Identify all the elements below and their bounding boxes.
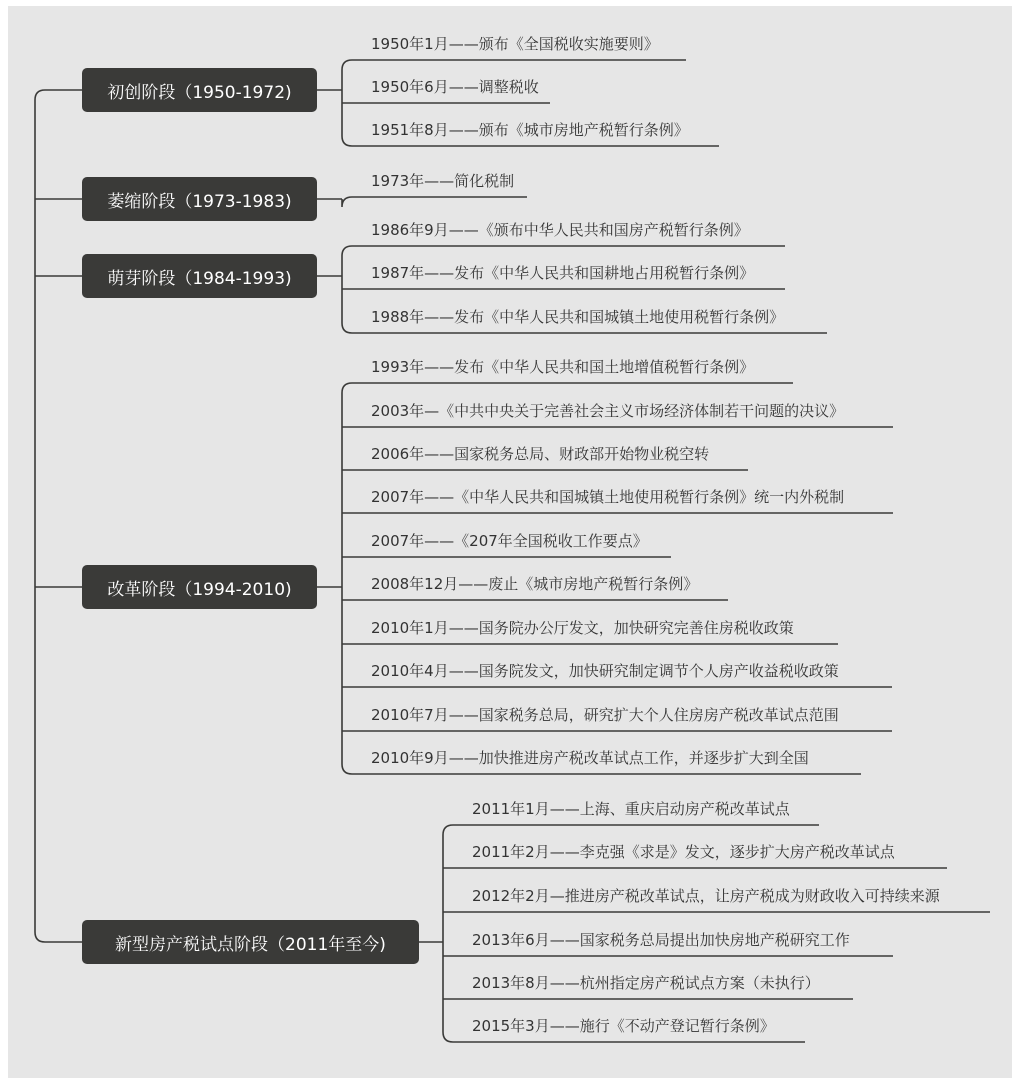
event-item: 1987年——发布《中华人民共和国耕地占用税暂行条例》 bbox=[371, 264, 755, 282]
event-item: 2012年2月—推进房产税改革试点，让房产税成为财政收入可持续来源 bbox=[472, 887, 940, 905]
event-item: 2010年9月——加快推进房产税改革试点工作，并逐步扩大到全国 bbox=[371, 749, 809, 767]
stage-node: 新型房产税试点阶段（2011年至今) bbox=[82, 920, 419, 964]
event-item: 1986年9月——《颁布中华人民共和国房产税暂行条例》 bbox=[371, 221, 749, 239]
event-item: 1973年——简化税制 bbox=[371, 172, 515, 190]
event-item: 2008年12月——废止《城市房地产税暂行条例》 bbox=[371, 575, 699, 593]
stage-node: 初创阶段（1950-1972) bbox=[82, 68, 317, 112]
event-underline bbox=[342, 246, 785, 256]
stage-node: 萌芽阶段（1984-1993) bbox=[82, 254, 317, 298]
event-item: 2007年——《中华人民共和国城镇土地使用税暂行条例》统一内外税制 bbox=[371, 488, 845, 506]
event-underline bbox=[342, 60, 686, 70]
event-item: 1950年6月——调整税收 bbox=[371, 78, 539, 96]
stage-node: 改革阶段（1994-2010) bbox=[82, 565, 317, 609]
event-item: 1950年1月——颁布《全国税收实施要则》 bbox=[371, 35, 659, 53]
event-item: 2006年——国家税务总局、财政部开始物业税空转 bbox=[371, 445, 710, 463]
event-underline bbox=[342, 383, 793, 393]
event-item: 2011年1月——上海、重庆启动房产税改革试点 bbox=[472, 800, 790, 818]
event-item: 1988年——发布《中华人民共和国城镇土地使用税暂行条例》 bbox=[371, 308, 785, 326]
event-item: 1993年——发布《中华人民共和国土地增值税暂行条例》 bbox=[371, 358, 755, 376]
event-underline bbox=[443, 825, 819, 835]
event-item: 2010年1月——国务院办公厅发文，加快研究完善住房税收政策 bbox=[371, 619, 794, 637]
event-item: 2007年——《207年全国税收工作要点》 bbox=[371, 532, 648, 550]
event-item: 1951年8月——颁布《城市房地产税暂行条例》 bbox=[371, 121, 689, 139]
event-item: 2010年4月——国务院发文，加快研究制定调节个人房产收益税收政策 bbox=[371, 662, 839, 680]
event-underline bbox=[342, 197, 527, 207]
event-item: 2010年7月——国家税务总局，研究扩大个人住房房产税改革试点范围 bbox=[371, 706, 839, 724]
stage-node: 萎缩阶段（1973-1983) bbox=[82, 177, 317, 221]
stage-connector-line bbox=[35, 932, 82, 942]
event-item: 2013年6月——国家税务总局提出加快房地产税研究工作 bbox=[472, 931, 850, 949]
event-item: 2013年8月——杭州指定房产税试点方案（未执行） bbox=[472, 974, 820, 992]
event-item: 2003年—《中共中央关于完善社会主义市场经济体制若干问题的决议》 bbox=[371, 402, 845, 420]
event-item: 2011年2月——李克强《求是》发文，逐步扩大房产税改革试点 bbox=[472, 843, 895, 861]
stage-connector-line bbox=[35, 90, 82, 100]
event-item: 2015年3月——施行《不动产登记暂行条例》 bbox=[472, 1017, 775, 1035]
